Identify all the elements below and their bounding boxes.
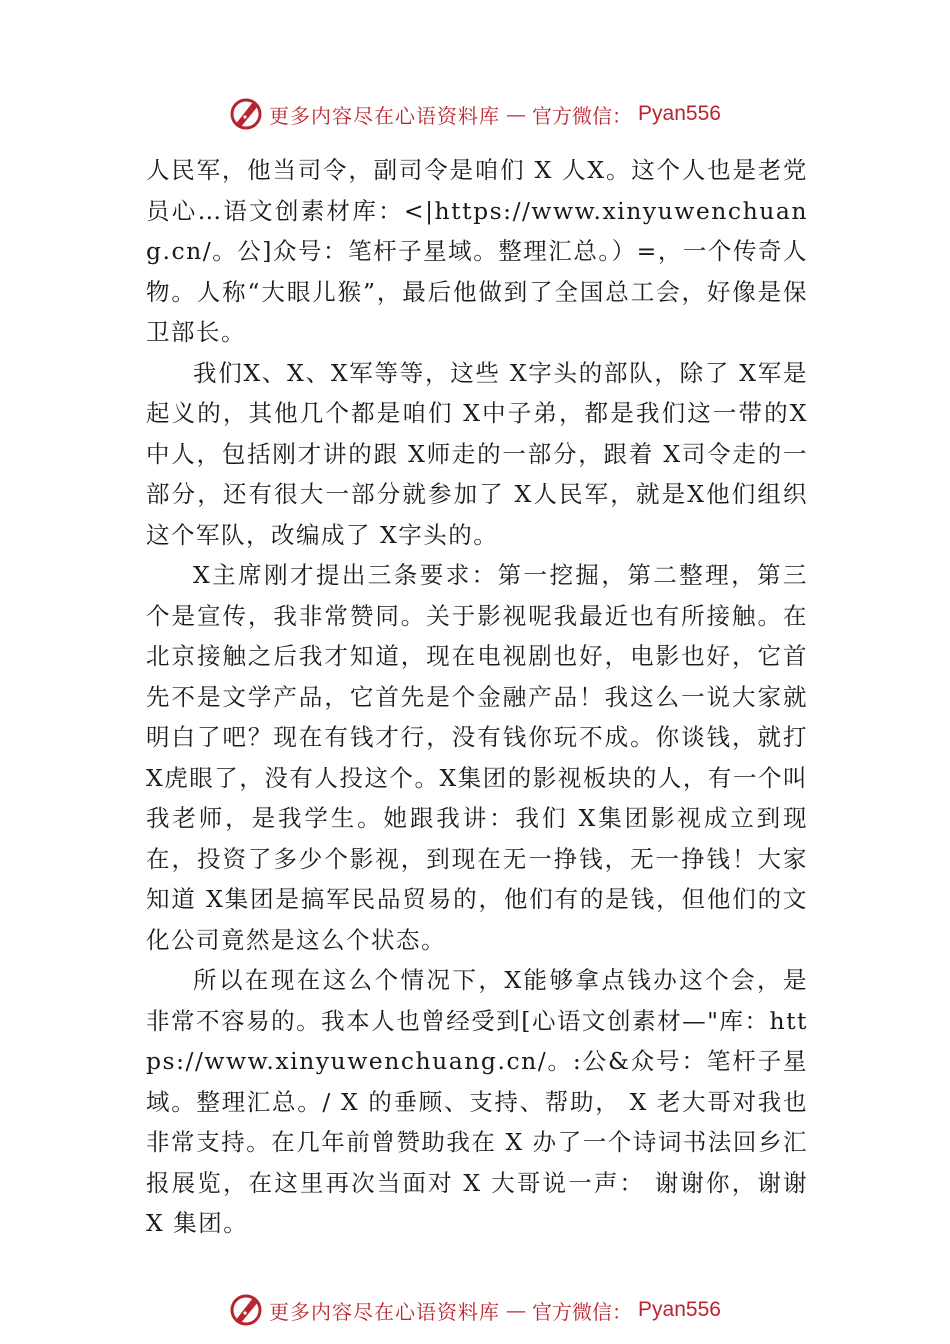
footer-separator: —: [506, 1298, 527, 1322]
header-brand-text: 更多内容尽在心语资料库: [269, 103, 501, 128]
footer-wechat-id: Pyan556: [638, 1298, 721, 1321]
footer-banner: [0, 1290, 950, 1330]
header-separator: —: [506, 102, 527, 126]
header-banner: [0, 94, 950, 134]
footer-brand-text: 更多内容尽在心语资料库: [269, 1299, 501, 1324]
pen-nib-logo-icon: [229, 1293, 263, 1327]
header-wechat-label: 官方微信：: [532, 103, 633, 128]
pen-nib-logo-icon: [229, 97, 263, 131]
paragraph-2: 我们X、X、X军等等，这些 X字头的部队，除了 X军是起义的，其他几个都是咱们 X中子弟，都是我们这一带的X中人，包括刚才讲的跟 X师走的一部分，跟着 X司令走的一部分，还有很大一部分就参加了 X人民军，就是X他们组织这个军队，改编成了 X字头的。: [146, 358, 808, 549]
header-wechat-id: Pyan556: [638, 102, 721, 125]
document-body: [146, 150, 808, 1244]
paragraph-3: X主席刚才提出三条要求：第一挖掘，第二整理，第三个是宣传，我非常赞同。关于影视呢我最近也有所接触。在 北京接触之后我才知道，现在电视剧也好，电影也好，它首先不是文学产品，它首先是个金融产品！我这么一说大家就明白了吧？现在有钱才行，没有钱你玩不成。你谈钱，就打X虎眼了，没有人投这个。X集团的影视板块的人，有一个叫我老师，是我学生。她跟我讲：我们 X集团影视成立到现在，投资了多少个影视，到现在无一挣钱，无一挣钱！大家 知道 X集团是搞军民品贸易的，他们有的是钱，但他们的文化公司竟然是这么个状态。: [146, 561, 808, 954]
footer-wechat-label: 官方微信：: [532, 1299, 633, 1324]
paragraph-1: 人民军，他当司令，副司令是咱们 X 人X。这个人也是老党员心…语文创素材库：<|https://www.xinyuwenchuang.cn/。公]众号：笔杆子星域。整理汇总。）=，一个传奇人物。人称“大眼儿猴”，最后他做到了全国总工会，好像是保卫部长。: [146, 156, 808, 346]
paragraph-4: 所以在现在这么个情况下，X能够拿点钱办这个会，是非常不容易的。我本人也曾经受到[心语文创素材—"库：https://www.xinyuwenchuang.cn/。:公&众号：笔杆子星域。整理汇总。/ X 的垂顾、支持、帮助， X 老大哥对我也非常支持。在几年前曾赞助我在 X 办了一个诗词书法回乡汇报展览，在这里再次当面对 X 大哥说一声： 谢谢你，谢谢 X 集团。: [146, 966, 808, 1237]
